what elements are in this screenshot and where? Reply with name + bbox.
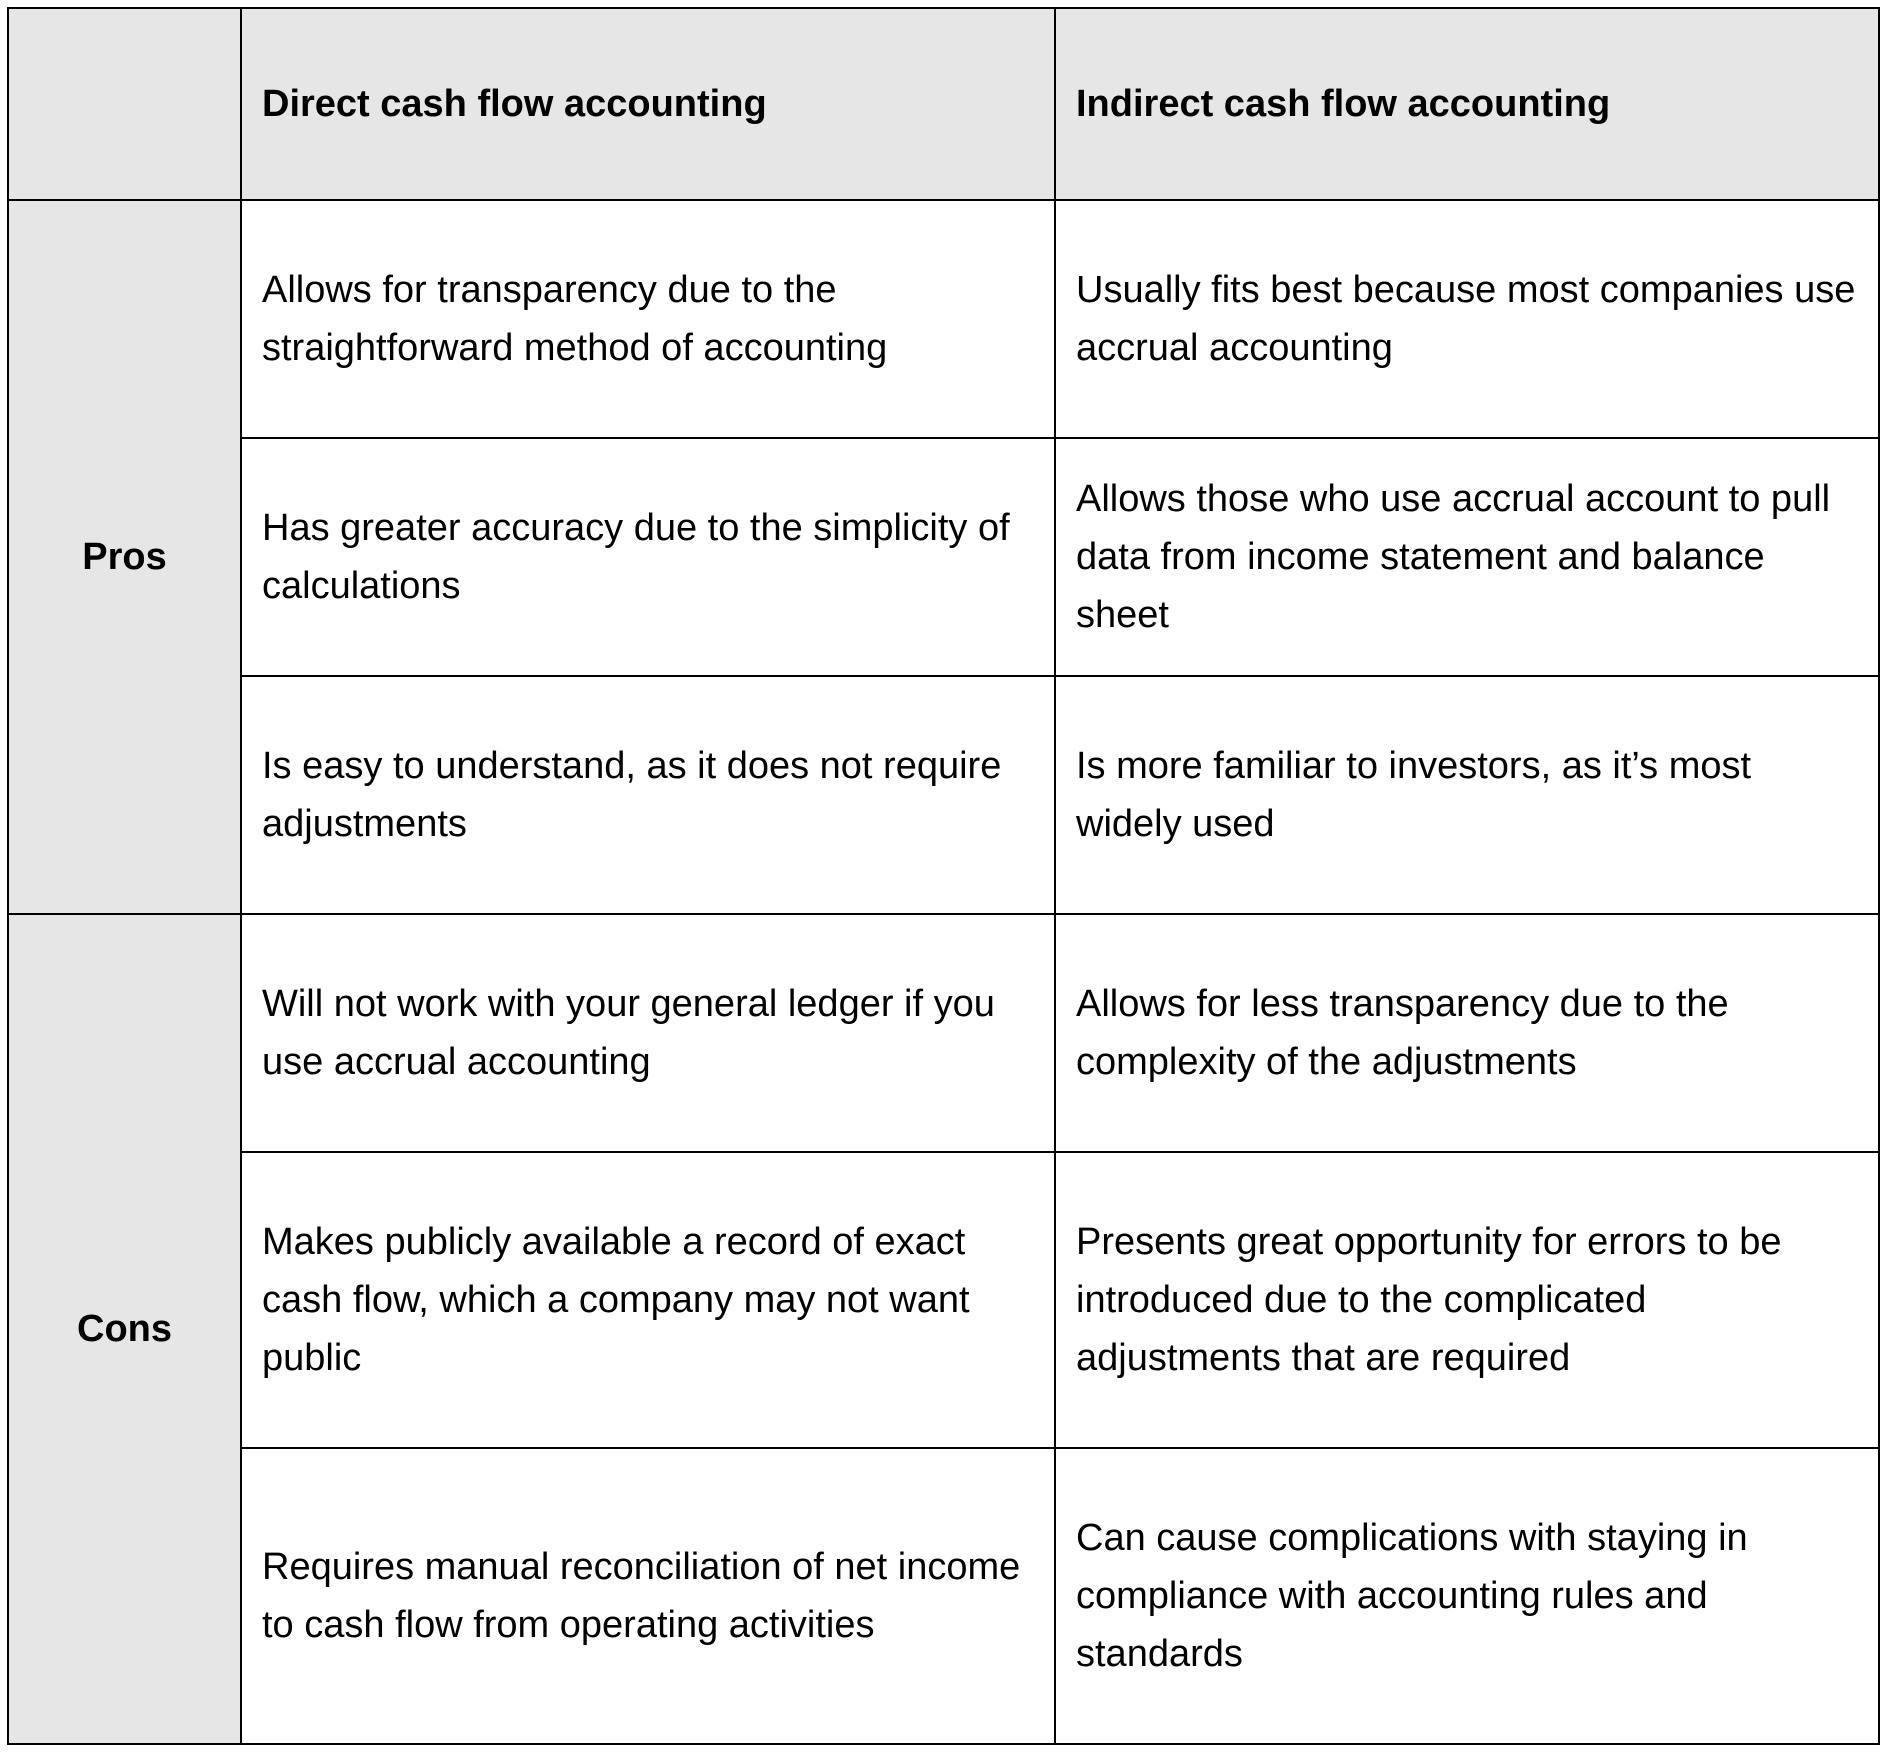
cell-direct: Allows for transparency due to the straightforward method of accounting [241,200,1055,438]
cell-indirect: Can cause complications with staying in compliance with accounting rules and standards [1055,1448,1879,1744]
cell-indirect: Allows for less transparency due to the complexity of the adjustments [1055,914,1879,1152]
comparison-table [7,7,1880,1745]
table-row [8,1152,1879,1448]
cell-direct: Requires manual reconciliation of net income to cash flow from operating activities [241,1448,1055,1744]
table-row [8,676,1879,914]
cell-indirect: Allows those who use accrual account to pull data from income statement and balance sheet [1055,438,1879,676]
cell-indirect: Is more familiar to investors, as it’s most widely used [1055,676,1879,914]
table-row [8,914,1879,1152]
cell-direct: Will not work with your general ledger if you use accrual accounting [241,914,1055,1152]
table-row [8,200,1879,438]
header-row [8,8,1879,200]
cell-indirect: Usually fits best because most companies use accrual accounting [1055,200,1879,438]
header-direct: Direct cash flow accounting [241,8,1055,200]
cell-direct: Makes publicly available a record of exact cash flow, which a company may not want public [241,1152,1055,1448]
header-indirect: Indirect cash flow accounting [1055,8,1879,200]
cell-direct: Is easy to understand, as it does not require adjustments [241,676,1055,914]
table-row [8,1448,1879,1744]
corner-cell [8,8,241,200]
cons-label: Cons [8,914,241,1744]
table-row [8,438,1879,676]
cell-indirect: Presents great opportunity for errors to be introduced due to the complicated adjustments that are required [1055,1152,1879,1448]
pros-label: Pros [8,200,241,914]
cell-direct: Has greater accuracy due to the simplicity of calculations [241,438,1055,676]
